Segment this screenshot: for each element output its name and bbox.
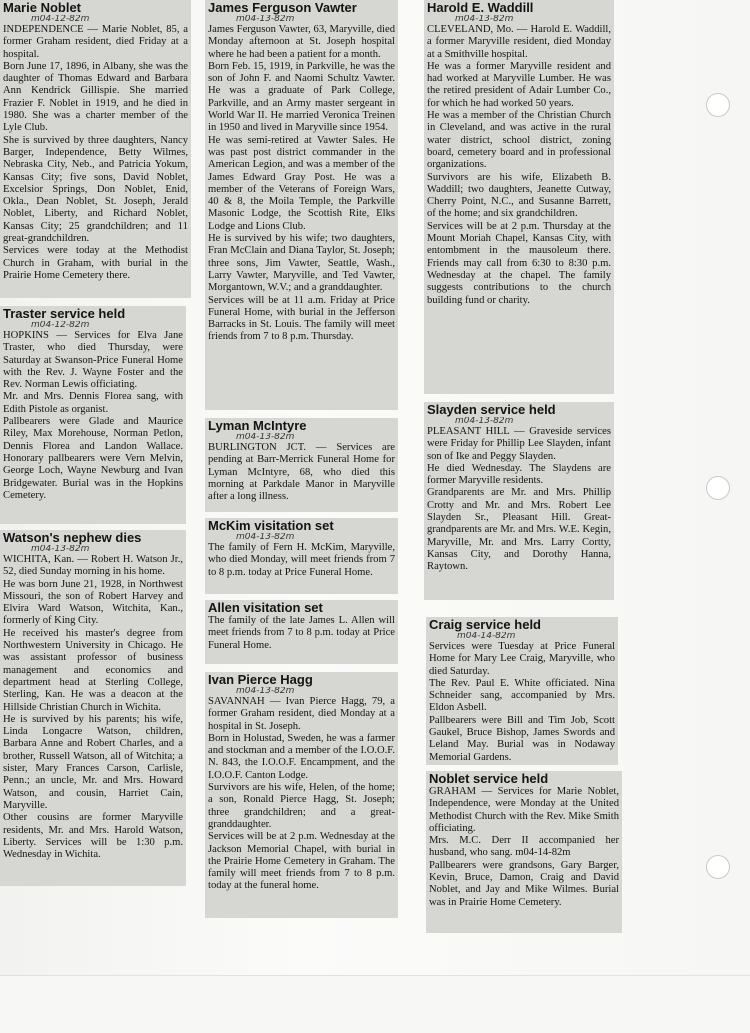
clipping-craig <box>426 617 618 765</box>
clipping-title: Harold E. Waddill <box>427 0 534 15</box>
handwritten-date-note: m04-13-82m <box>455 417 514 426</box>
clipping-noblet-service <box>426 771 622 933</box>
clipping-mckim <box>205 518 398 594</box>
clipping-body: BURLINGTON JCT. — Services are pending at Barr-Merrick Funeral Home for Lyman McIntyre, 68, who died this morning at Parkdale Manor in Maryville after a long illness. <box>208 442 395 503</box>
clipping-title: Craig service held <box>429 617 541 632</box>
clipping-body: PLEASANT HILL — Graveside services were Friday for Phillip Lee Slayden, infant son of Ike and Peggy Slayden. He died Wednesday. The Slaydens are former Maryville residents. Grandparents are Mr. and Mrs. Phillip Crotty and Mr. and Mrs. Robert Lee Slayden Sr., Pleasant Hill. Great-grandparents are Mr. and Mrs. W.E. Kegin, Maryville, Mr. and Mrs. Larry Cortty, Kansas City, and Dorothy Hanna, Raytown. <box>427 426 611 573</box>
binder-hole <box>706 476 730 500</box>
clipping-body: HOPKINS — Services for Elva Jane Traster, who died Thursday, were Saturday at Swanson-Price Funeral Home with the Rev. J. Wayne Foster and the Rev. Norman Lewis officiating. Mr. and Mrs. Dennis Florea sang, with Edith Pistole as organist. Pallbearers were Glade and Maurice Riley, Max Morehouse, Norman Petlon, Dennis Florea and Landon Wallace. Honorary pallbearers were Vern Melvin, George Loch, Wayne Newburg and Ivan Bridgewater. Burial was in the Hopkins Cemetery. <box>3 330 183 501</box>
clipping-allen <box>205 600 398 664</box>
clipping-title: Ivan Pierce Hagg <box>208 672 313 687</box>
binder-hole <box>706 93 730 117</box>
clipping-title: Marie Noblet <box>3 0 82 15</box>
handwritten-date-note: m04-13-82m <box>236 15 295 24</box>
handwritten-date-note: m04-12-82m <box>31 321 90 330</box>
clipping-body: The family of Fern H. McKim, Maryville, who died Monday, will meet friends from 7 to 8 p.m. today at Price Funeral Home. <box>208 542 395 578</box>
handwritten-date-note: m04-12-82m <box>31 15 90 24</box>
clipping-body: The family of the late James L. Allen will meet friends from 7 to 8 p.m. today at Price Funeral Home. <box>208 615 395 651</box>
binder-hole <box>706 855 730 879</box>
clipping-title: McKim visitation set <box>208 518 334 533</box>
handwritten-date-note: m04-14-82m <box>457 632 516 641</box>
clipping-watson-nephew <box>0 530 186 886</box>
clipping-body: INDEPENDENCE — Marie Noblet, 85, a former Graham resident, died Friday at a hospital. Born June 17, 1896, in Albany, she was the daughter of Thomas Edward and Barbara Ann Kendrick Gillispie. She married Frazier F. Noblet in 1919, and he died in 1980. She was a charter member of the Lyle Club. She is survived by three daughters, Nancy Barger, Independence, Betty Wilmes, Nebraska City, Neb., and Patricia Yokum, Kansas City; five sons, David Noblet, Excelsior Springs, Don Noblet, Enid, Okla., Dean Noblet, St. Joseph, Jerald Noblet, Liberty, and Richard Noblet, Kansas City; 25 grandchildren; and 11 great-grandchildren. Services were today at the Methodist Church in Graham, with burial in the Prairie Home Cemetery there. <box>3 24 188 281</box>
clipping-title: Watson's nephew dies <box>3 530 142 545</box>
handwritten-date-note: m04-13-82m <box>455 15 514 24</box>
scanner-bed-strip <box>0 975 750 1033</box>
clipping-mcintyre <box>205 418 398 512</box>
clipping-body: James Ferguson Vawter, 63, Maryville, died Monday afternoon at St. Joseph hospital where he had been a patient for a month. Born Feb. 15, 1919, in Parkville, he was the son of John F. and Naomi Schultz Vawter. He was a graduate of Park College, Parkville, and an Army master sergeant in World War II. He married Veronica Treinen in 1950 and lived in Maryville since 1954. He was semi-retired at Vawter Sales. He was past post district commander in the American Legion, and was a member of the James Edward Gray Post. He was a member of the Veterans of Foreign Wars, 40 & 8, the Moila Temple, the Parkville Masonic Lodge, the Scottish Rite, Elks Lodge and Lions Club. He is survived by his wife; two daughters, Fran McClain and Diana Taylor, St. Joseph; three sons, Jim Vawter, Seattle, Wash., Larry Vawter, Maryville, and Ted Vawter, Morgantown, W.V.; and a granddaughter. Services will be at 11 a.m. Friday at Price Funeral Home, with burial in the Jefferson Barracks in St. Louis. The family will meet friends from 7 to 8 p.m. Thursday. <box>208 24 395 343</box>
clipping-title: Slayden service held <box>427 402 556 417</box>
clipping-vawter <box>205 0 398 410</box>
clipping-waddill <box>424 0 614 394</box>
clipping-title: James Ferguson Vawter <box>208 0 357 15</box>
clipping-title: Allen visitation set <box>208 600 323 615</box>
clipping-body: WICHITA, Kan. — Robert H. Watson Jr., 52, died Sunday morning in his home. He was born June 21, 1928, in Northwest Missouri, the son of Robert Harvey and Elvira Ward Watson, Witchita, Kan., formerly of King City. He received his master's degree from Northwestern University in Chicago. He was assistant professor of business management and economics and department head at Sterling College, Sterling, Kan. He was a deacon at the Hillside Christian Church in Wichita. He is survived by his parents; his wife, Linda Longacre Watson, children, Barbara Anne and Robert Charles, and a brother, Russell Watson, all of Witchita; a sister, Mary Frances Carson, Carlisle, Penn.; an uncle, Mr. and Mrs. Howard Watson, and cousin, Harriet Cain, Maryville. Other cousins are former Maryville residents, Mr. and Mrs. Harold Watson, Liberty. Services will be 1:30 p.m. Wednesday in Wichita. <box>3 554 183 861</box>
handwritten-date-note: m04-13-82m <box>31 545 90 554</box>
clipping-body: Services were Tuesday at Price Funeral Home for Mary Lee Craig, Maryville, who died Saturday. The Rev. Paul E. White officiated. Nina Schneider sang, accompanied by Mrs. Eldon Asbell. Pallbearers were Bill and Tim Job, Scott Gaukel, Bruce Bishop, James Swords and Leland May. Burial was in Nodaway Memorial Gardens. <box>429 641 615 763</box>
handwritten-date-note: m04-13-82m <box>236 687 295 696</box>
clipping-body: CLEVELAND, Mo. — Harold E. Waddill, a former Maryville resident, died Monday at a Smithville hospital. He was a former Maryville resident and had worked at Maryville Lumber. He was the retired president of Adair Lumber Co., for which he had worked 50 years. He was a member of the Christian Church in Cleveland, and was active in the rural water district, school district, zoning board, cemetery board and in professional organizations. Survivors are his wife, Elizabeth B. Waddill; two daughters, Jeanette Cutway, Cherry Point, N.C., and Susanne Barrett, of the home; and six grandchildren. Services will be at 2 p.m. Thursday at the Mount Moriah Chapel, Kansas City, with entombment in the mausoleum there. Friends may call from 6:30 to 8:30 p.m. Wednesday at the chapel. The family suggests contributions to the church building fund or charity. <box>427 24 611 306</box>
clipping-hagg <box>205 672 398 918</box>
handwritten-date-note: m04-13-82m <box>236 433 295 442</box>
clipping-title: Lyman McIntyre <box>208 418 307 433</box>
clipping-title: Traster service held <box>3 306 126 321</box>
handwritten-date-note: m04-13-82m <box>236 533 295 542</box>
clipping-title: Noblet service held <box>429 771 549 786</box>
clipping-slayden <box>424 402 614 600</box>
clipping-marie-noblet <box>0 0 191 298</box>
clipping-body: SAVANNAH — Ivan Pierce Hagg, 79, a former Graham resident, died Monday at a hospital in St. Joseph. Born in Holustad, Sweden, he was a farmer and stockman and a member of the I.O.O.F. N. 843, the I.O.O.F. Encampment, and the I.O.O.F. Canton Lodge. Survivors are his wife, Helen, of the home; a son, Ronald Pierce Hagg, St. Joseph; three grandchildren; and a great-granddaughter. Services will be at 2 p.m. Wednesday at the Jackson Memorial Chapel, with burial in the Prairie Home Cemetery in Graham. The family will meet friends from 7 to 8 p.m. today at the funeral home. <box>208 696 395 892</box>
clipping-traster-service <box>0 306 186 524</box>
clipping-body: GRAHAM — Services for Marie Noblet, Independence, were Monday at the United Methodist Church with the Rev. Mike Smith officiating. Mrs. M.C. Derr II accompanied her husband, who sang. m04-14-82m Pallbearers were grandsons, Gary Barger, Kevin, Bruce, Damon, Craig and David Noblet, and Jay and Mike Wilmes. Burial was in Prairie Home Cemetery. <box>429 786 619 908</box>
